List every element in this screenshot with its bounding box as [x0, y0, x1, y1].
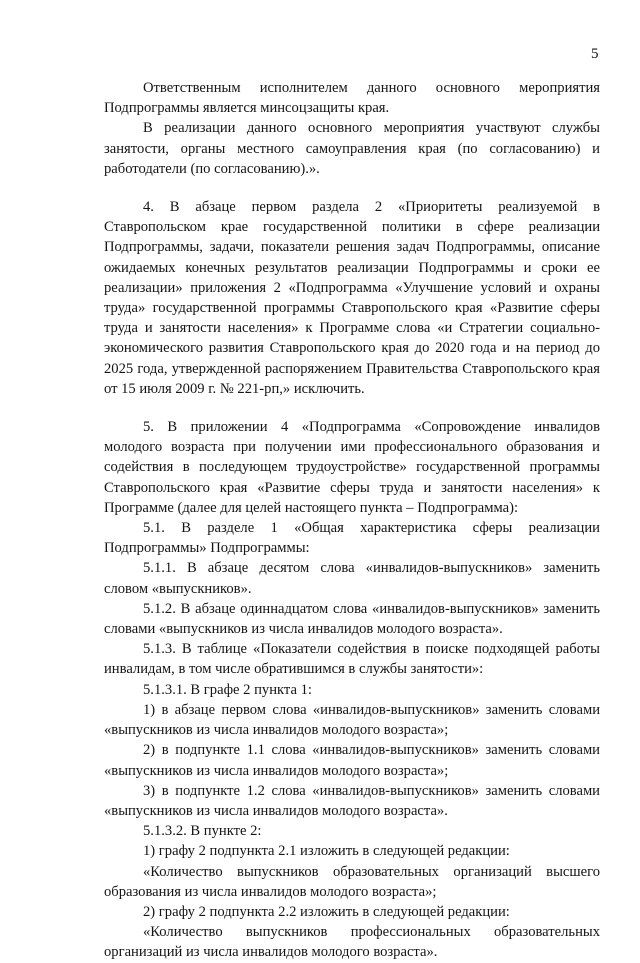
paragraph-item-5-1-3: 5.1.3. В таблице «Показатели содействия в поиске подходящей работы инвалидам, в том числе обратившимся в службы занятости»: — [104, 641, 600, 678]
paragraph-item-5-1-1: 5.1.1. В абзаце десятом слова «инвалидов-выпускников» заменить словом «выпускников». — [104, 560, 600, 597]
paragraph-column-2-2: 2) графу 2 подпункта 2.2 изложить в следующей редакции: — [143, 903, 510, 920]
document-body — [104, 78, 600, 963]
paragraph-item-5-1-3-1: 5.1.3.1. В графе 2 пункта 1: — [143, 681, 312, 698]
page-number: 5 — [591, 46, 599, 62]
paragraph-item-4: 4. В абзаце первом раздела 2 «Приоритеты реализуемой в Ставропольском крае государственной политики в сфере реализации Подпрограммы, задачи, показатели решения задач Подпрограммы, описание ожидаемых конечных результатов реализации Подпрограммы и сроки ее реализации» приложения 2 «Подпрограмма «Улучшение условий и охраны труда» государственной программы Ставропольского края «Развитие сферы труда и занятости населения» к Программе слова «и Стратегии социально-экономического развития Ставропольского края до 2020 года и на период до 2025 года, утвержденной распоряжением Правительства Ставропольского края от 15 июля 2009 г. № 221-рп,» исключить. — [104, 199, 600, 397]
paragraph-subitem-2: 2) в подпункте 1.1 слова «инвалидов-выпускников» заменить словами «выпускников из числа инвалидов молодого возраста»; — [104, 742, 600, 779]
paragraph-column-2-1: 1) графу 2 подпункта 2.1 изложить в следующей редакции: — [143, 843, 510, 860]
paragraph-quote-higher-education: «Количество выпускников образовательных организаций высшего образования из числа инвалидов молодого возраста»; — [104, 863, 600, 900]
paragraph-subitem-3: 3) в подпункте 1.2 слова «инвалидов-выпускников» заменить словами «выпускников из числа инвалидов молодого возраста». — [104, 782, 600, 819]
paragraph-responsible-executor: Ответственным исполнителем данного основного мероприятия Подпрограммы является минсоцзащиты края. — [104, 80, 600, 117]
paragraph-subitem-1: 1) в абзаце первом слова «инвалидов-выпускников» заменить словами «выпускников из числа инвалидов молодого возраста»; — [104, 701, 600, 739]
paragraph-item-5-1-3-2: 5.1.3.2. В пункте 2: — [143, 823, 262, 840]
paragraph-quote-professional-education: «Количество выпускников профессиональных образовательных организаций из числа инвалидов молодого возраста». — [104, 924, 600, 961]
paragraph-item-5: 5. В приложении 4 «Подпрограмма «Сопровождение инвалидов молодого возраста при получении ими профессионального образования и содействия в последующем трудоустройстве» государственной программы Ставропольского края «Развитие сферы труда и занятости населения» к Программе (далее для целей настоящего пункта – Подпрограмма): — [104, 419, 600, 516]
paragraph-participants: В реализации данного основного мероприятия участвуют службы занятости, органы местного самоуправления края (по согласованию) и работодатели (по согласованию).». — [104, 120, 600, 177]
paragraph-item-5-1-2: 5.1.2. В абзаце одиннадцатом слова «инвалидов-выпускников» заменить словами «выпускников из числа инвалидов молодого возраста». — [104, 600, 600, 638]
paragraph-item-5-1: 5.1. В разделе 1 «Общая характеристика сферы реализации Подпрограммы» Подпрограммы: — [104, 520, 600, 557]
